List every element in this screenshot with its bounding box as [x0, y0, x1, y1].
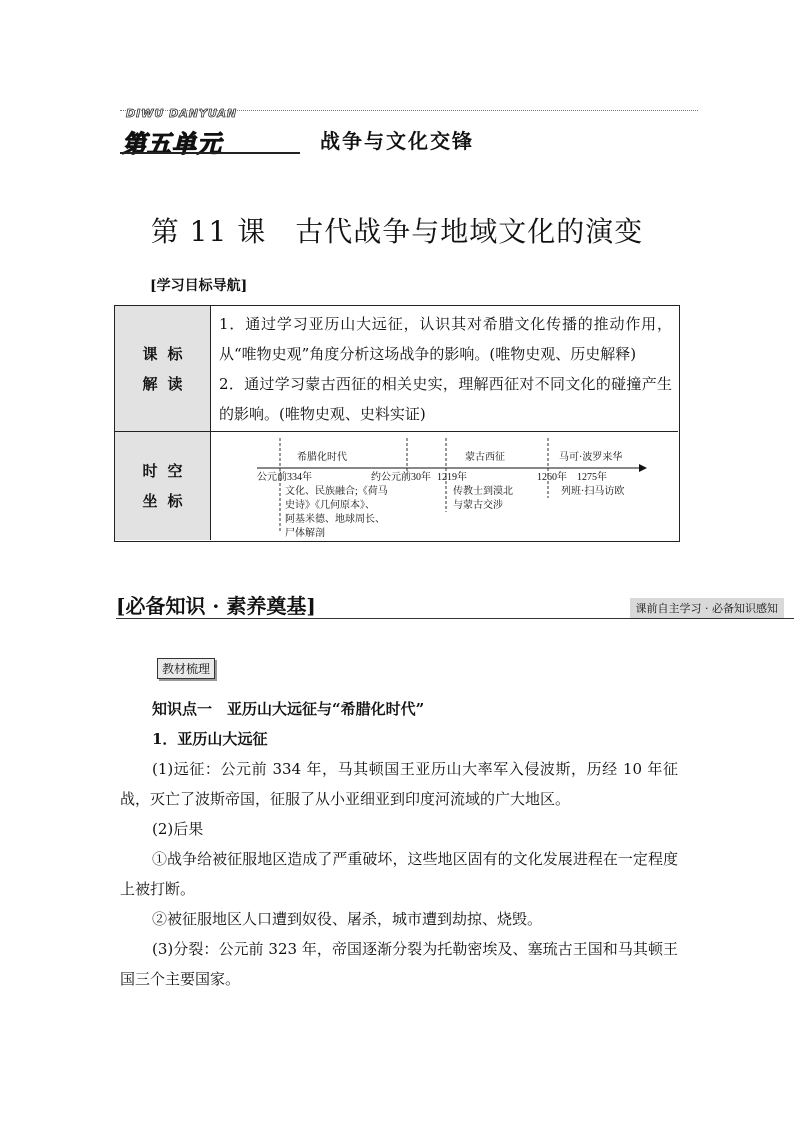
unit-title: 战争与文化交锋 — [320, 129, 474, 153]
unit-badge: 第五单元 — [122, 130, 222, 158]
knowledge-point-title: 知识点一 亚历山大远征与“希腊化时代” — [152, 700, 425, 718]
timeline-diagram — [215, 432, 675, 540]
curriculum-content — [219, 309, 672, 429]
subheading-alexander: 1．亚历山大远征 — [152, 730, 268, 748]
learning-goals-table — [114, 305, 680, 542]
unit-pinyin: DIWU DANYUAN — [126, 107, 238, 120]
period-marco-polo: 马可·波罗来华 — [559, 452, 623, 463]
paragraph-expedition: (1)远征：公元前 334 年，马其顿国王亚历山大率军入侵波斯，历经 10 年征战，灭亡了波斯帝国，征服了从小亚细亚到印度河流域的广大地区。 — [120, 760, 678, 808]
note-mongol-1: 传教士到漠北 — [453, 486, 513, 497]
note-hellenistic-2: 史诗》《几何原本》、 — [285, 500, 375, 511]
goal-item-2: 2．通过学习蒙古西征的相关史实，理解西征对不同文化的碰撞产生的影响。(唯物史观、史料实证) — [219, 375, 672, 423]
period-mongol: 蒙古西征 — [465, 452, 505, 463]
note-mongol-2: 与蒙古交涉 — [453, 500, 503, 511]
unit-header — [120, 100, 698, 160]
goals-row-curriculum — [115, 306, 678, 432]
paragraph-consequence-heading: (2)后果 — [152, 820, 204, 838]
note-rabban: 列班·扫马访欧 — [561, 486, 625, 497]
lesson-title: 第 11 课 古代战争与地域文化的演变 — [150, 215, 644, 248]
date-1275: 1275年 — [577, 472, 607, 483]
period-hellenistic: 希腊化时代 — [297, 452, 347, 463]
note-hellenistic-1: 文化、民族融合;《荷马 — [285, 486, 388, 497]
unit-underline — [120, 152, 300, 154]
textbook-outline-label: 教材梳理 — [157, 658, 215, 679]
date-334bc: 公元前334年 — [257, 472, 312, 483]
timeline-arrow — [639, 464, 647, 472]
main-content — [120, 694, 678, 994]
paragraph-consequence-2: ②被征服地区人口遭到奴役、屠杀，城市遭到劫掠、烧毁。 — [152, 910, 543, 928]
note-hellenistic-4: 尸体解剖 — [285, 528, 325, 539]
goal-item-1: 1．通过学习亚历山大远征，认识其对希腊文化传播的推动作用，从“唯物史观”角度分析这场战争的影响。(唯物史观、历史解释) — [219, 315, 672, 363]
section2-rule — [116, 618, 794, 619]
date-30bc: 约公元前30年 — [371, 472, 431, 483]
section2-tag: 课前自主学习 · 必备知识感知 — [630, 598, 785, 618]
goals-row-timeline — [115, 432, 678, 540]
paragraph-consequence-1: ①战争给被征服地区造成了严重破坏，这些地区固有的文化发展进程在一定程度上被打断。 — [120, 850, 678, 898]
section2-title: [必备知识 · 素养奠基] — [116, 594, 316, 618]
timeline-header: 时空坐标 — [115, 432, 211, 540]
paragraph-division: (3)分裂：公元前 323 年，帝国逐渐分裂为托勒密埃及、塞琉古王国和马其顿王国三个主要国家。 — [120, 940, 678, 988]
curriculum-header: 课标解读 — [115, 306, 211, 431]
date-1260: 1260年 — [537, 472, 567, 483]
learning-goals-label: [学习目标导航] — [150, 278, 248, 294]
section-essential-knowledge — [116, 590, 794, 620]
date-1219: 1219年 — [437, 472, 467, 483]
note-hellenistic-3: 阿基米德、地球周长、 — [285, 514, 385, 525]
